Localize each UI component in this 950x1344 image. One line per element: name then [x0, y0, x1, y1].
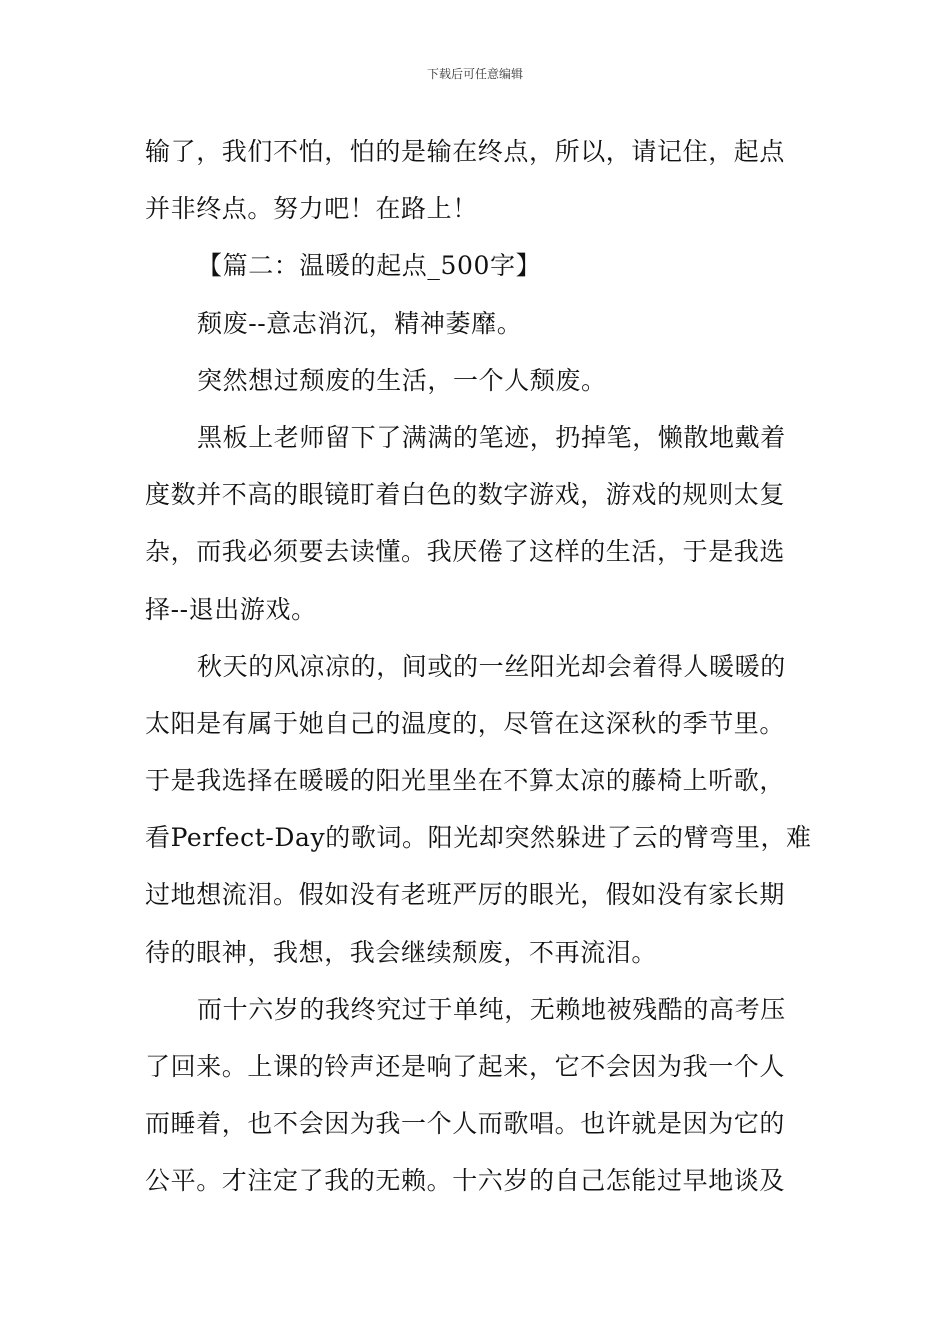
text-line: 待的眼神，我想，我会继续颓废，不再流泪。 — [145, 937, 658, 967]
text-line: 度数并不高的眼镜盯着白色的数字游戏，游戏的规则太复 — [145, 480, 786, 510]
text-line: 了回来。上课的铃声还是响了起来，它不会因为我一个人 — [145, 1052, 786, 1081]
text-line: 于是我选择在暖暖的阳光里坐在不算太凉的藤椅上听歌， — [145, 766, 786, 796]
text-line: 杂，而我必须要去读懂。我厌倦了这样的生活，于是我选 — [145, 537, 786, 567]
document-body — [145, 123, 810, 1210]
text-line: 黑板上老师留下了满满的笔迹，扔掉笔，懒散地戴着 — [197, 422, 786, 452]
text-line: 过地想流泪。假如没有老班严厉的眼光，假如没有家长期 — [145, 880, 786, 910]
text-line: 输了，我们不怕，怕的是输在终点，所以，请记住，起点 — [145, 137, 786, 166]
text-line: 择--退出游戏。 — [145, 594, 317, 624]
text-line: 【篇二：温暖的起点_500字】 — [197, 251, 542, 281]
text-line: 而睡着，也不会因为我一个人而歌唱。也许就是因为它的 — [145, 1109, 786, 1139]
text-line: 公平。才注定了我的无赖。十六岁的自己怎能过早地谈及 — [145, 1166, 786, 1196]
text-line: 突然想过颓废的生活，一个人颓废。 — [197, 365, 607, 395]
page-header: 下载后可任意编辑 — [426, 67, 523, 81]
text-line: 太阳是有属于她自己的温度的，尽管在这深秋的季节里。 — [145, 708, 786, 738]
text-line: 颓废--意志消沉，精神萎靡。 — [197, 308, 523, 338]
text-line: 看Perfect-Day的歌词。阳光却突然躲进了云的臂弯里，难 — [145, 823, 812, 853]
text-line: 而十六岁的我终究过于单纯，无赖地被残酷的高考压 — [197, 994, 786, 1024]
text-line: 并非终点。努力吧！在路上！ — [145, 194, 478, 224]
text-line: 秋天的风凉凉的，间或的一丝阳光却会着得人暖暖的 — [197, 651, 786, 681]
